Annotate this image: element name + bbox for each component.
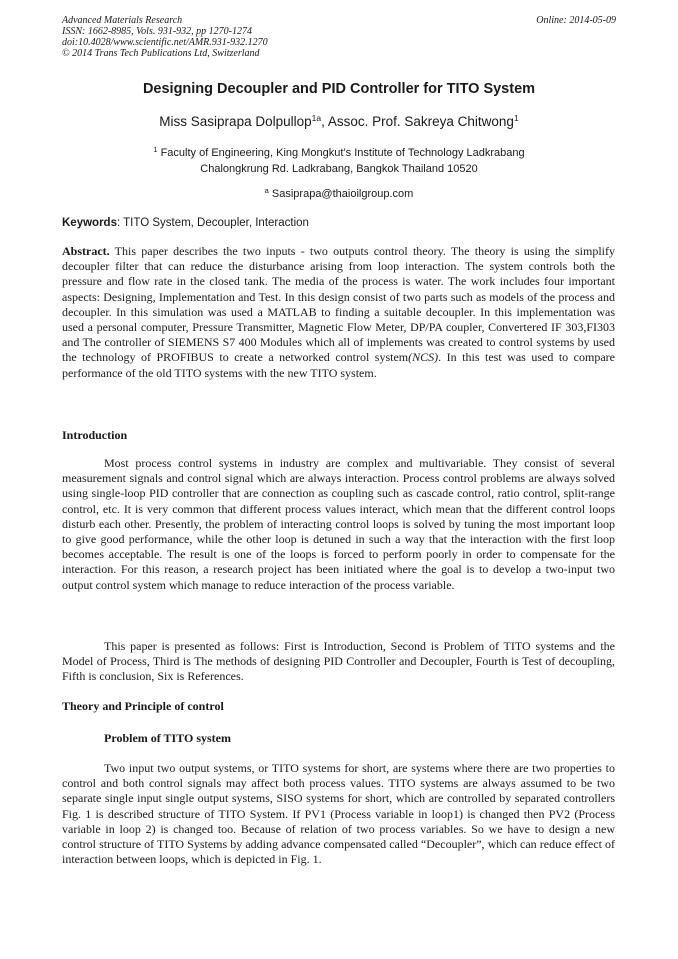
affiliation-mark: 1	[153, 145, 158, 154]
journal-issn: ISSN: 1662-8985, Vols. 931-932, pp 1270-1274	[62, 26, 252, 37]
journal-name: Advanced Materials Research	[62, 15, 183, 26]
keywords	[62, 216, 616, 231]
author-separator: ,	[321, 114, 328, 129]
keywords-text: : TITO System, Decoupler, Interaction	[116, 217, 309, 229]
author-2-affiliation-mark: 1	[513, 113, 519, 123]
journal-header	[62, 15, 482, 59]
abstract-label: Abstract.	[62, 244, 110, 258]
paper-title: Designing Decoupler and PID Controller for TITO System	[142, 81, 536, 97]
affiliation-line-2: Chalongkrung Rd. Ladkrabang, Bangkok Thailand 10520	[200, 162, 478, 175]
affiliation-line-1	[0, 146, 678, 162]
author-1-name: Miss Sasiprapa Dolpullop	[159, 114, 312, 129]
abstract	[62, 244, 615, 381]
theory-heading: Theory and Principle of control	[62, 699, 224, 713]
abstract-text: This paper describes the two inputs - two outputs control theory. The theory is using the simplify decoupler filter that can reduce the disturbance arising from loop interaction. The system controls both the pressure and flow rate in the closed tank. The media of the process is water. The work includes four important aspects: Designing, Implementation and Test. In this design consist of two parts such as models of the process and decoupler. In this simulation was used a MATLAB to finding a suitable decoupler. In this implementation was used a personal computer, Pressure Transmitter, Magnetic Flow Meter, DP/PA coupler, Convertered IF 303,FI303 and The controller of SIEMENS S7 400 Modules which all of implements was created to control systems by used the technology of PROFIBUS to create a networked control system	[62, 244, 615, 365]
keywords-label: Keywords	[62, 217, 117, 229]
introduction-heading: Introduction	[62, 428, 128, 442]
affiliation	[0, 146, 678, 177]
introduction-paragraph-2: This paper is presented as follows: First is Introduction, Second is Problem of TITO systems and the Model of Process, Third is The methods of designing PID Controller and Decoupler, Fourth is Test of decoupling, Fifth is conclusion, Six is References.	[62, 639, 615, 684]
author-2-name: Assoc. Prof. Sakreya Chitwong	[327, 114, 514, 129]
author-email	[0, 187, 678, 202]
email-mark: a	[264, 186, 269, 195]
email-address[interactable]: Sasiprapa@thaioilgroup.com	[268, 188, 414, 200]
author-list	[0, 113, 678, 131]
online-date: Online: 2014-05-09	[536, 15, 616, 26]
doi-link[interactable]: doi:10.4028/www.scientific.net/AMR.931-932.1270	[62, 37, 268, 48]
theory-paragraph-1: Two input two output systems, or TITO systems for short, are systems where there are two properties to control and both control signals may affect both process values. TITO systems are always assumed to be two separate single input single output systems, SISO systems for short, which are controlled by separated controllers Fig. 1 is described structure of TITO System. If PV1 (Process variable in loop1) is changed then PV2 (Process variable in loop 2) is changed too. Because of relation of two process variables. So we have to design a new control structure of TITO Systems by adding advance compensated called “Decoupler”, which can reduce effect of interaction between loops, which is depicted in Fig. 1.	[62, 761, 615, 867]
abstract-text-end: . In this test was used to compare performance of the old TITO systems with the new TITO system.	[62, 350, 615, 380]
problem-subheading: Problem of TITO system	[104, 731, 232, 745]
affiliation-line-1-text: Faculty of Engineering, King Mongkut’s Institute of Technology Ladkrabang	[157, 147, 525, 159]
author-1-affiliation-mark: 1a	[311, 113, 322, 123]
copyright-notice: © 2014 Trans Tech Publications Ltd, Switzerland	[62, 48, 260, 59]
introduction-paragraph-1: Most process control systems in industry are complex and multivariable. They consist of several measurement signals and control signal which are always interaction. Process control problems are always solved using single-loop PID controller that are connection as coupling such as cascade control, ratio control, split-range control, etc. It is very common that different process values interact, which mean that the different control loops disturb each other. Presently, the problem of interacting control loops is solved by tuning the most important loop to give good performance, while the other loop is detuned in such a way that the interaction with the first loop becomes acceptable. The result is one of the loops is forced to perform poorly in order to compensate for the interaction. For this reason, a research project has been initiated where the goal is to develop a two-input two output control system which manage to reduce interaction of the process variable.	[62, 456, 615, 592]
abstract-ncs: (NCS)	[408, 350, 439, 365]
